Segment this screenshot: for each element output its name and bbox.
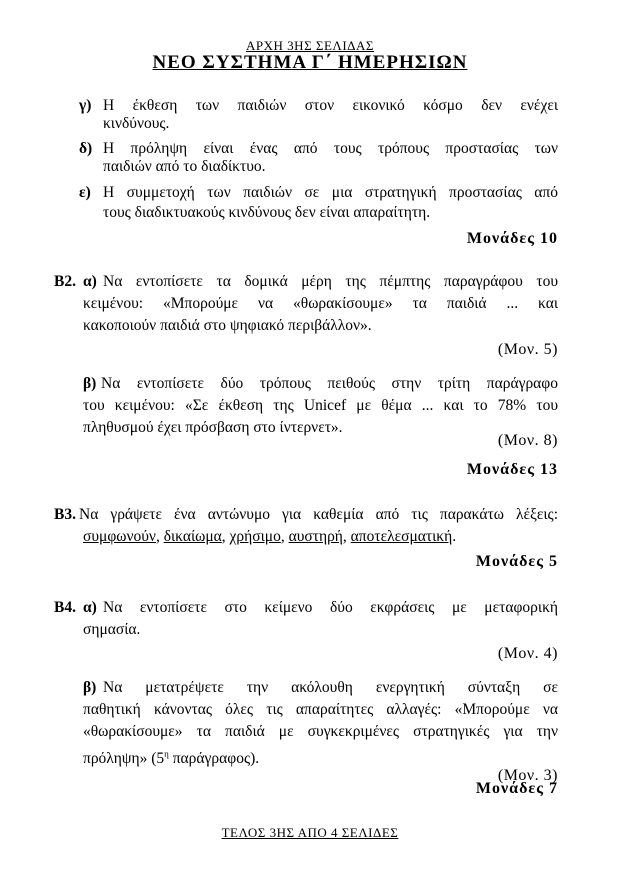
exam-title: ΝΕΟ ΣΥΣΤΗΜΑ Γ΄ ΗΜΕΡΗΣΙΩΝ: [152, 52, 468, 73]
b4b-marks: (Μον. 3): [497, 767, 558, 784]
b3-total-marks: Μονάδες 5: [475, 553, 558, 570]
question-number: Β3.: [54, 506, 76, 523]
item-text: παιδιών από το διαδίκτυο.: [103, 158, 266, 175]
item-label-delta: δ): [79, 140, 93, 157]
word: αυστηρή: [288, 528, 343, 545]
item-text: τους διαδικτυακούς κινδύνους δεν είναι απαραίτητη.: [103, 204, 431, 221]
question-text: σημασία.: [83, 621, 141, 638]
question-text: Να μετατρέψετε την ακόλουθη ενεργητική σύνταξη σε: [103, 679, 558, 696]
question-number: Β4.: [54, 599, 76, 616]
question-text: Να εντοπίσετε στο κείμενο δύο εκφράσεις με μεταφορική: [103, 599, 558, 616]
question-text: παθητική κάνοντας όλες τις απαραίτητες αλλαγές: «Μπορούμε να: [83, 701, 558, 718]
page-end-footer: ΤΕΛΟΣ 3ΗΣ ΑΠΟ 4 ΣΕΛΙΔΕΣ: [221, 825, 399, 840]
question-number: Β2.: [54, 273, 76, 290]
page-start-header: ΑΡΧΗ 3ΗΣ ΣΕΛΙΔΑΣ: [246, 38, 374, 53]
item-text: κινδύνους.: [103, 115, 170, 132]
item-text: Η συμμετοχή των παιδιών σε μια στρατηγική προστασίας από: [103, 184, 558, 201]
question-text: Να εντοπίσετε τα δομικά μέρη της πέμπτης παραγράφου του: [103, 273, 558, 290]
item-text: Η έκθεση των παιδιών στον εικονικό κόσμο δεν ενέχει: [103, 97, 558, 114]
b4a-marks: (Μον. 4): [497, 645, 558, 662]
question-text: του κειμένου: «Σε έκθεση της Unicef με θέμα ... και το 78% του: [83, 397, 558, 414]
word-list: συμφωνούν, δικαίωμα, χρήσιμο, αυστηρή, αποτελεσματική.: [83, 528, 457, 545]
subquestion-label-b: β): [83, 679, 97, 696]
question-text: κειμένου: «Μπορούμε να «θωρακίσουμε» τα παιδιά ... και: [83, 295, 558, 312]
question-text: πρόληψη» ($5^\eta$ παράγραφος).: [83, 749, 260, 768]
question-text: «θωρακίσουμε» τα παιδιά με συγκεκριμένες στρατηγικές για την: [83, 723, 558, 740]
question-text: Να εντοπίσετε δύο τρόπους πειθούς στην τρίτη παράγραφο: [101, 375, 558, 392]
subquestion-label-a: α): [83, 273, 97, 290]
subquestion-label-b: β): [83, 375, 97, 392]
word: αποτελεσματική: [350, 528, 453, 545]
b2b-marks: (Μον. 8): [497, 432, 558, 449]
question-text: πληθυσμού έχει πρόσβαση στο ίντερνετ».: [83, 419, 343, 436]
word: δικαίωμα: [163, 528, 222, 545]
question-text: κακοποιούν παιδιά στο ψηφιακό περιβάλλον».: [83, 317, 372, 334]
item-label-gamma: γ): [79, 97, 92, 114]
subquestion-label-a: α): [83, 599, 97, 616]
item-text: Η πρόληψη είναι ένας από τους τρόπους προστασίας των: [103, 140, 558, 157]
word: συμφωνούν: [83, 528, 156, 545]
b1-marks: Μονάδες 10: [466, 230, 558, 247]
item-label-epsilon: ε): [79, 184, 91, 201]
b2-total-marks: Μονάδες 13: [466, 461, 558, 478]
b2a-marks: (Μον. 5): [497, 341, 558, 358]
b4-total-marks: Μονάδες 7: [475, 780, 558, 797]
word: χρήσιμο: [229, 528, 281, 545]
question-text: Να γράψετε ένα αντώνυμο για καθεμία από τις παρακάτω λέξεις:: [79, 506, 558, 523]
